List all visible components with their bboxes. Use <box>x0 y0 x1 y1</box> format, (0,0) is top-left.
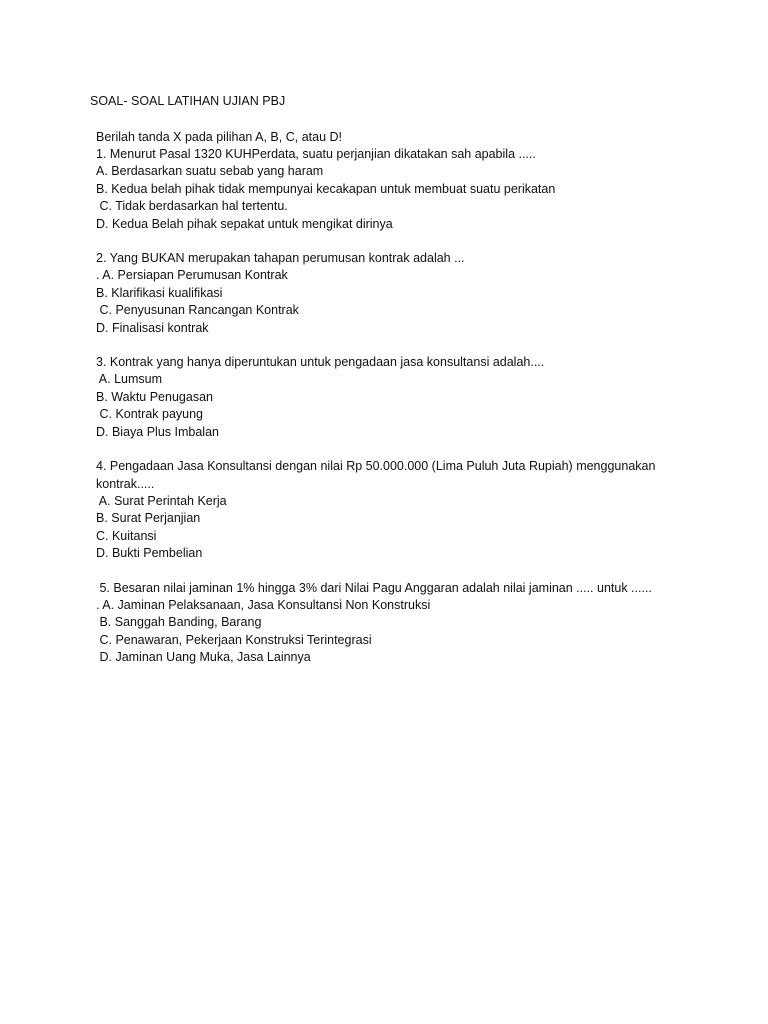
option-a: A. Surat Perintah Kerja <box>96 493 227 508</box>
option-b: B. Surat Perjanjian <box>96 511 201 526</box>
option-b: B. Waktu Penugasan <box>96 389 213 404</box>
option-c: C. Tidak berdasarkan hal tertentu. <box>96 199 288 214</box>
option-a: A. Berdasarkan suatu sebab yang haram <box>96 164 324 179</box>
question-3 <box>96 354 696 441</box>
option-a: . A. Jaminan Pelaksanaan, Jasa Konsultansi Non Konstruksi <box>96 597 431 612</box>
instruction-text: Berilah tanda X pada pilihan A, B, C, atau D! <box>96 130 342 144</box>
option-b: B. Klarifikasi kualifikasi <box>96 285 223 300</box>
option-c: C. Kontrak payung <box>96 407 204 422</box>
option-b: B. Sanggah Banding, Barang <box>96 615 262 630</box>
option-d: D. Finalisasi kontrak <box>96 320 209 335</box>
option-d: D. Kedua Belah pihak sepakat untuk mengikat dirinya <box>96 216 393 231</box>
question-text: 5. Besaran nilai jaminan 1% hingga 3% dari Nilai Pagu Anggaran adalah nilai jaminan ..... untuk ...... <box>96 580 652 595</box>
question-2 <box>96 250 696 337</box>
option-a: . A. Persiapan Perumusan Kontrak <box>96 268 288 283</box>
option-d: D. Biaya Plus Imbalan <box>96 424 219 439</box>
option-c: C. Kuitansi <box>96 528 157 543</box>
question-text: 4. Pengadaan Jasa Konsultansi dengan nilai Rp 50.000.000 (Lima Puluh Juta Rupiah) menggunakan kontrak..... <box>96 459 656 491</box>
question-text: 3. Kontrak yang hanya diperuntukan untuk pengadaan jasa konsultansi adalah.... <box>96 355 545 370</box>
question-list <box>96 146 696 684</box>
question-text: 1. Menurut Pasal 1320 KUHPerdata, suatu perjanjian dikatakan sah apabila ..... <box>96 147 536 161</box>
option-c: C. Penyusunan Rancangan Kontrak <box>96 303 299 318</box>
option-a: A. Lumsum <box>96 372 162 387</box>
option-d: D. Jaminan Uang Muka, Jasa Lainnya <box>96 650 311 665</box>
option-b: B. Kedua belah pihak tidak mempunyai kecakapan untuk membuat suatu perikatan <box>96 181 556 196</box>
document-title: SOAL- SOAL LATIHAN UJIAN PBJ <box>90 94 286 108</box>
option-c: C. Penawaran, Pekerjaan Konstruksi Terintegrasi <box>96 632 372 647</box>
question-5 <box>96 580 696 667</box>
option-d: D. Bukti Pembelian <box>96 546 203 561</box>
question-1 <box>96 146 696 233</box>
question-4 <box>96 458 696 562</box>
question-text: 2. Yang BUKAN merupakan tahapan perumusan kontrak adalah ... <box>96 251 465 266</box>
